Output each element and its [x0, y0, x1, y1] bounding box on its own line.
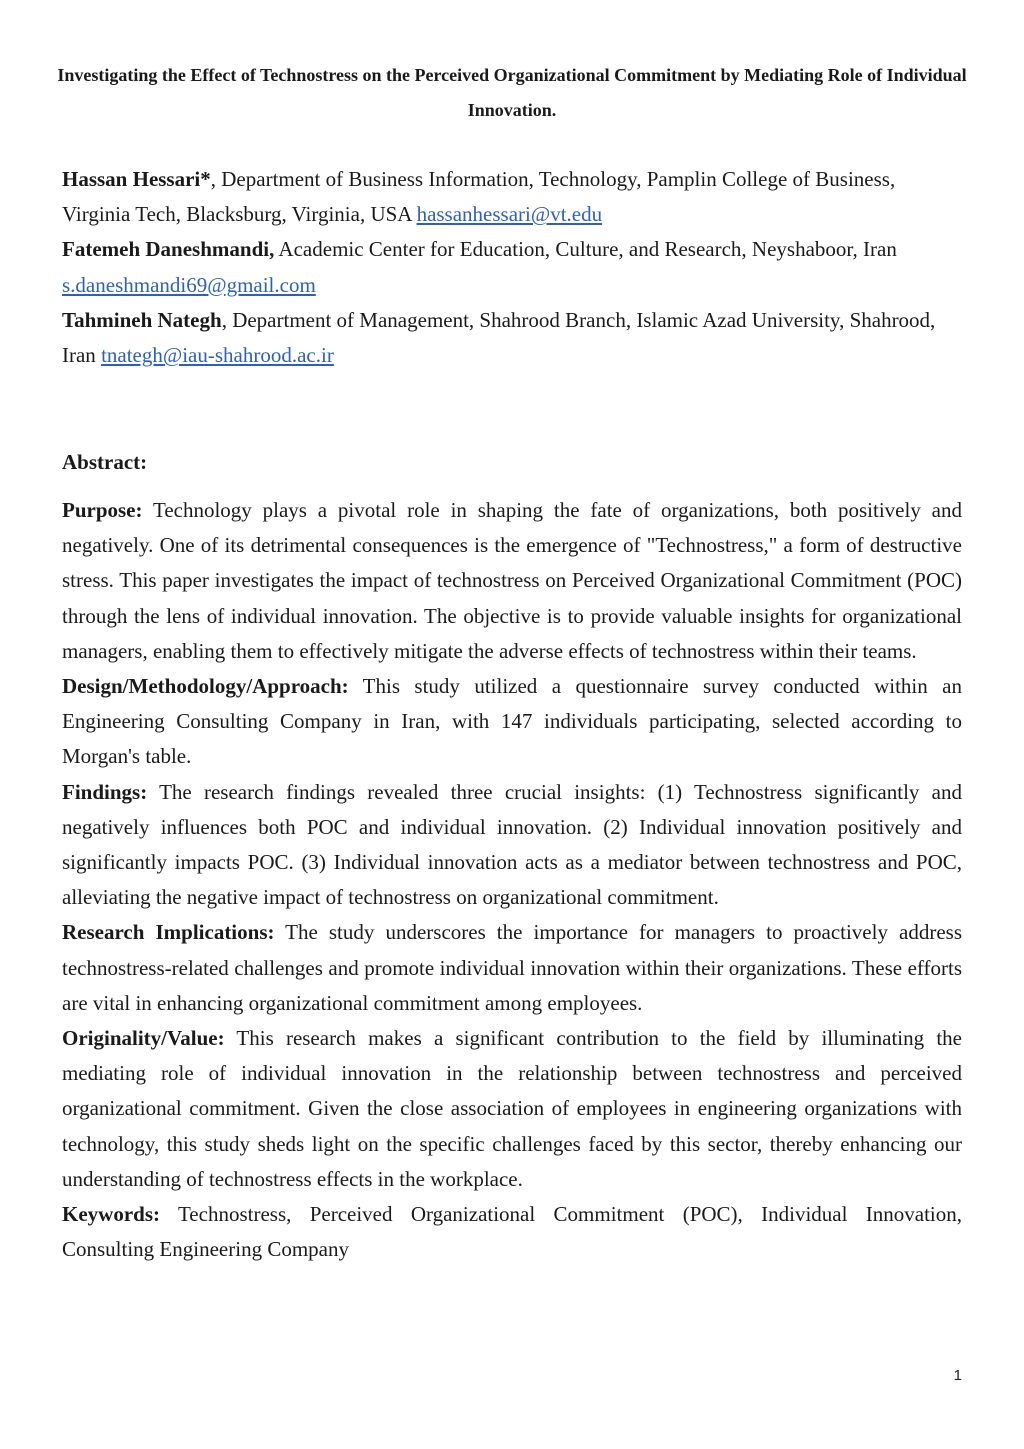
section-label: Keywords:: [62, 1202, 160, 1227]
author-entry: [62, 303, 962, 373]
section-text: Technology plays a pivotal role in shaping the fate of organizations, both positively and negatively. One of its detrimental consequences is the emergence of "Technostress," a form of destructive stress. This paper investigates the impact of technostress on Perceived Organizational Commitment (POC) through the lens of individual innovation. The objective is to provide valuable insights for organizational managers, enabling them to effectively mitigate the adverse effects of technostress within their teams.: [62, 498, 962, 663]
paper-title: Investigating the Effect of Technostress on the Perceived Organizational Commitment by Mediating Role of Individual Innovation.: [57, 65, 967, 120]
author-name: Fatemeh Daneshmandi,: [62, 237, 275, 262]
section-text: The research findings revealed three crucial insights: (1) Technostress significantly and negatively influences both POC and individual innovation. (2) Individual innovation positively and significantly impacts POC. (3) Individual innovation acts as a mediator between technostress and POC, alleviating the negative impact of technostress on organizational commitment.: [62, 779, 962, 910]
section-text: This study utilized a questionnaire survey conducted within an Engineering Consulting Company in Iran, with 147 individuals participating, selected according to Morgan's table.: [62, 674, 962, 769]
section-text: The study underscores the importance for managers to proactively address technostress-related challenges and promote individual innovation within their organizations. These efforts are vital in enhancing organizational commitment among employees.: [62, 920, 963, 1015]
abstract-originality: [62, 1021, 962, 1197]
section-text: This research makes a significant contribution to the field by illuminating the mediating role of individual innovation in the relationship between technostress and perceived organizational commitment. Given the close association of employees in engineering organizations with technology, this study sheds light on the specific challenges faced by this sector, thereby enhancing our understanding of technostress effects in the workplace.: [62, 1026, 962, 1191]
section-label: Research Implications:: [62, 920, 275, 945]
author-affiliation: Academic Center for Education, Culture, and Research, Neyshaboor, Iran: [274, 237, 897, 262]
section-label: Purpose:: [62, 498, 143, 522]
abstract-heading: Abstract:: [62, 450, 148, 474]
author-entry: [62, 162, 962, 232]
abstract-implications: [62, 915, 962, 1021]
abstract-findings: [62, 775, 962, 916]
author-list: [62, 162, 962, 373]
author-email-link[interactable]: s.daneshmandi69@gmail.com: [62, 272, 316, 297]
section-label: Design/Methodology/Approach:: [62, 674, 349, 699]
author-name: Hassan Hessari*: [62, 167, 211, 191]
author-email-link[interactable]: hassanhessari@vt.edu: [416, 202, 603, 227]
abstract-design: [62, 669, 962, 775]
author-email-link[interactable]: tnategh@iau-shahrood.ac.ir: [101, 343, 334, 368]
author-affiliation: , Department of Business Information, Technology, Pamplin College of Business, Virginia Tech, Blacksburg, Virginia, USA: [62, 167, 896, 227]
page-number: 1: [953, 1367, 962, 1384]
author-entry: [62, 232, 962, 302]
section-label: Findings:: [62, 779, 148, 804]
abstract-body: [62, 493, 962, 1267]
paper-page: [57, 0, 967, 1449]
section-label: Originality/Value:: [62, 1026, 225, 1051]
abstract-purpose: [62, 493, 962, 669]
abstract-keywords: [62, 1197, 962, 1267]
author-affiliation: , Department of Management, Shahrood Branch, Islamic Azad University, Shahrood, Iran: [62, 307, 936, 368]
author-name: Tahmineh Nategh: [62, 307, 222, 332]
section-text: Technostress, Perceived Organizational Commitment (POC), Individual Innovation, Consulting Engineering Company: [62, 1202, 962, 1262]
